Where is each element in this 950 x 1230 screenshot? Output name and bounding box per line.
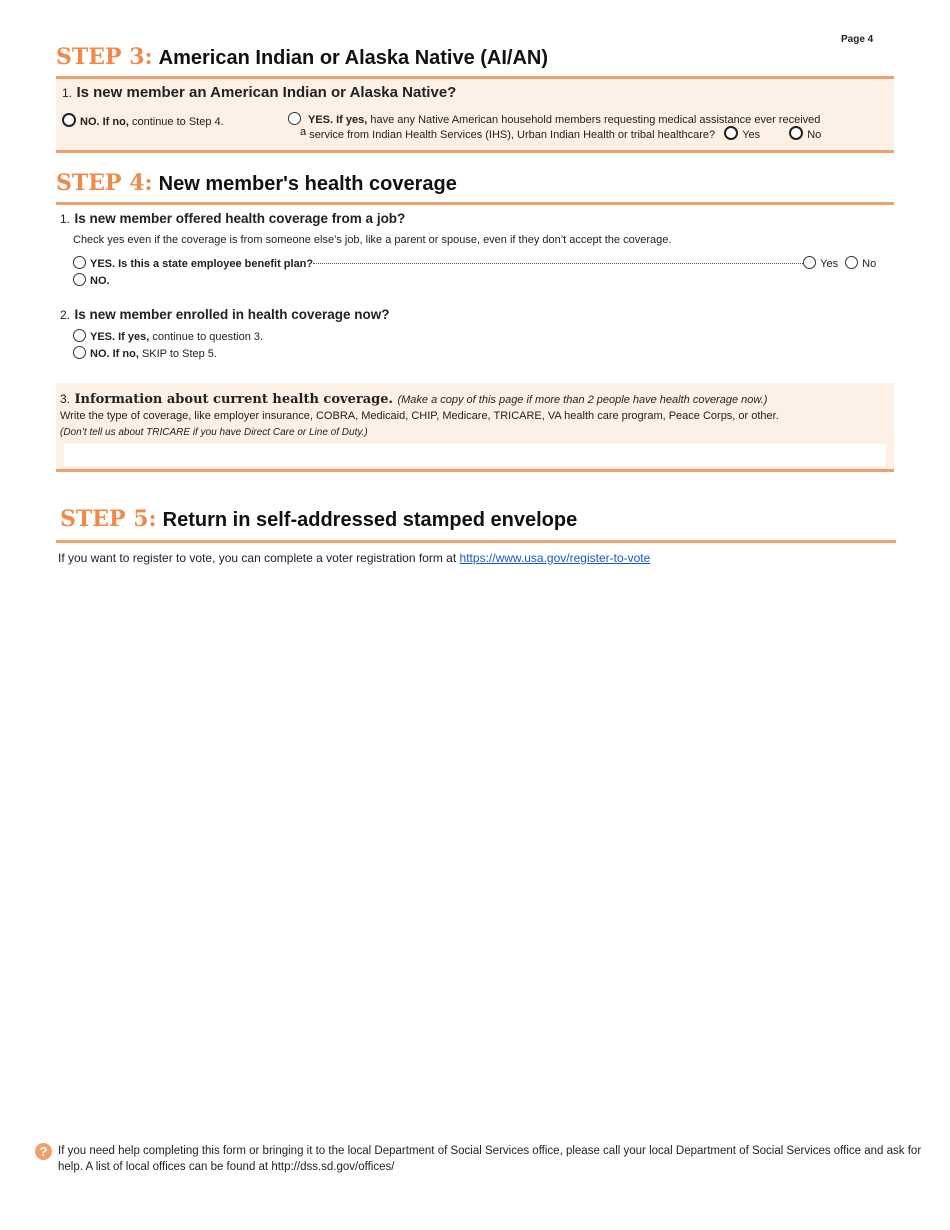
step3-question-1	[62, 84, 456, 102]
step3-yes-line2	[300, 126, 821, 141]
step4-state-yes-radio[interactable]	[803, 256, 816, 269]
step4-question-2	[60, 306, 390, 324]
step3-yes-line2-text: service from Indian Health Services (IHS), Urban Indian Health or tribal healthcare?	[309, 129, 716, 141]
step4-state-yes[interactable]	[803, 258, 838, 270]
step3-yes-prefix: a	[300, 126, 307, 138]
step3-ihs-yes-radio[interactable]	[724, 126, 738, 140]
step4-q2-yes-bold: YES. If yes,	[90, 331, 150, 343]
step4-q1-no-label: NO.	[90, 275, 110, 287]
vote-text: If you want to register to vote, you can complete a voter registration form at	[58, 551, 457, 565]
step3-ihs-no-radio[interactable]	[789, 126, 803, 140]
step4-state-no[interactable]	[845, 258, 876, 270]
coverage-type-field[interactable]	[64, 444, 886, 466]
step3-title: American Indian or Alaska Native (AI/AN)	[158, 47, 549, 69]
step4-state-no-label: No	[862, 258, 877, 270]
step4-q1-no-option[interactable]	[73, 273, 110, 287]
step4-q2-no-bold: NO. If no,	[90, 348, 139, 360]
step4-q2-no-radio[interactable]	[73, 346, 86, 359]
step4-q3-note: (Make a copy of this page if more than 2 people have health coverage now.)	[397, 394, 768, 406]
step4-title: New member's health coverage	[158, 173, 457, 195]
step3-ihs-yes[interactable]	[724, 129, 760, 141]
step3-no-radio[interactable]	[62, 113, 76, 127]
step4-q2-text: Is new member enrolled in health coverage now?	[74, 307, 390, 322]
step3-ihs-no[interactable]	[789, 129, 821, 141]
step3-heading	[56, 44, 548, 70]
leader-dots	[313, 263, 803, 264]
step4-q1-yes-label: YES. Is this a state employee benefit plan?	[90, 258, 314, 270]
vote-link[interactable]: https://www.usa.gov/register-to-vote	[459, 551, 651, 565]
step3-label: STEP 3:	[56, 44, 153, 70]
step3-no-option[interactable]	[62, 113, 224, 128]
step3-q1-text: Is new member an American Indian or Alaska Native?	[76, 84, 457, 101]
step4-q1-yes-radio[interactable]	[73, 256, 86, 269]
step4-label: STEP 4:	[56, 170, 153, 196]
step4-state-no-radio[interactable]	[845, 256, 858, 269]
step4-q2-no-option[interactable]	[73, 346, 217, 360]
step3-yes-option[interactable]	[288, 112, 820, 126]
step4-q1-note: Check yes even if the coverage is from someone else’s job, like a parent or spouse, even if they don’t accept the coverage.	[73, 234, 672, 246]
step4-q2-yes-rest: continue to question 3.	[152, 331, 264, 343]
step3-ihs-no-label: No	[807, 129, 822, 141]
step5-label: STEP 5:	[60, 506, 157, 532]
step4-q2-number: 2.	[60, 308, 71, 322]
question-icon: ?	[35, 1143, 52, 1160]
step3-no-rest: continue to Step 4.	[131, 116, 224, 128]
step3-yes-radio[interactable]	[288, 112, 301, 125]
step4-q2-no-rest: SKIP to Step 5.	[141, 348, 217, 360]
footer-help-text: If you need help completing this form or bringing it to the local Department of Social Services office, please call your local Department of Social Services office and ask for help. A list of local offices can be found at http://dss.sd.gov/offices/	[58, 1145, 922, 1173]
step4-q3-rule	[56, 469, 894, 472]
step4-q1-yes-row	[73, 256, 893, 270]
step4-q3-title: Information about current health coverage.	[74, 392, 394, 407]
step3-yes-line1: have any Native American household members requesting medical assistance ever received	[370, 114, 821, 126]
step3-yes-bold: YES. If yes,	[308, 114, 368, 126]
step4-q2-yes-option[interactable]	[73, 329, 263, 343]
step3-no-bold: NO. If no,	[80, 116, 129, 128]
page-number: Page 4	[841, 34, 874, 45]
step4-q1-no-radio[interactable]	[73, 273, 86, 286]
step4-q3-number: 3.	[60, 392, 71, 406]
step4-q1-number: 1.	[60, 212, 71, 226]
step5-heading	[60, 506, 577, 532]
vote-note	[58, 551, 650, 565]
step4-heading	[56, 170, 457, 196]
step4-q3-note2: (Don’t tell us about TRICARE if you have Direct Care or Line of Duty.)	[60, 427, 368, 438]
step4-question-3	[60, 390, 767, 408]
step4-q2-yes-radio[interactable]	[73, 329, 86, 342]
step5-rule	[56, 540, 896, 543]
step4-q1-yes[interactable]	[73, 258, 313, 270]
step4-rule	[56, 202, 894, 205]
step4-q1-text: Is new member offered health coverage from a job?	[74, 211, 406, 226]
step5-title: Return in self-addressed stamped envelope	[162, 509, 578, 531]
step4-state-yes-label: Yes	[820, 258, 839, 270]
step3-ihs-yes-label: Yes	[742, 129, 761, 141]
step4-question-1	[60, 210, 405, 228]
step3-q1-number: 1.	[62, 86, 73, 100]
step4-q3-description: Write the type of coverage, like employer insurance, COBRA, Medicaid, CHIP, Medicare, TRICARE, VA health care program, Peace Corps, or other.	[60, 410, 779, 422]
step3-bottom-rule	[56, 150, 894, 153]
